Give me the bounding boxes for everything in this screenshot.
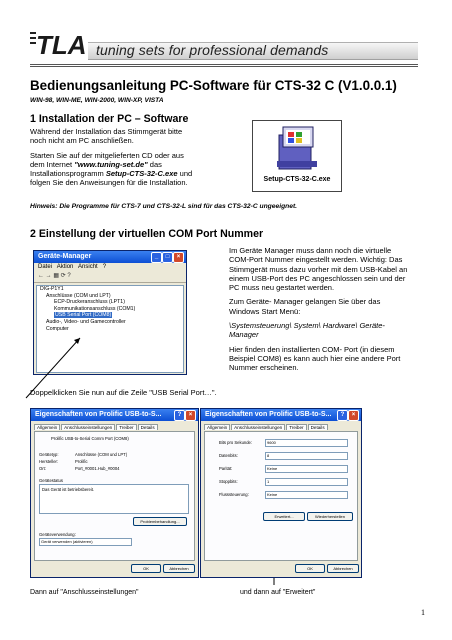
hint-text: Hinweis: Die Programme für CTS-7 und CTS-32-L sind für das CTS-32-C ungeeignet. [30, 203, 298, 210]
row-label: Stoppbits: [219, 479, 238, 484]
status-text: Das Gerät ist betriebsbereit. [42, 487, 95, 492]
minimize-icon[interactable]: _ [151, 252, 162, 263]
device-manager-titlebar: Geräte-Manager _ □ × [34, 251, 186, 263]
tagline: tuning sets for professional demands [96, 42, 329, 58]
ok-button[interactable]: OK [295, 564, 325, 573]
tab-allgemein[interactable]: Allgemein [34, 424, 60, 430]
menu-help[interactable]: ? [102, 264, 107, 270]
caption-left: Dann auf "Anschlusseinstellungen" [30, 589, 139, 596]
row-label: Ort: [39, 466, 46, 471]
row-value: Anschlüsse (COM und LPT) [75, 452, 128, 457]
tree-item-computer[interactable]: Computer [46, 325, 69, 332]
restore-button[interactable]: Wiederherstellen [307, 512, 353, 521]
setup-icon-label: Setup-CTS-32-C.exe [263, 176, 331, 183]
toolbar: ← → ▦ ⟳ ? [34, 272, 186, 283]
tree-item-root[interactable]: DIG-P1Y1 [40, 286, 64, 292]
baud-select[interactable]: 9600 [265, 439, 348, 447]
flowcontrol-select[interactable]: Keine [265, 491, 348, 499]
tab-strip [31, 421, 198, 430]
problem-button[interactable]: Problembehandlung... [133, 517, 187, 526]
tab-details[interactable]: Details [138, 424, 158, 430]
status-box [39, 484, 189, 514]
stopbits-select[interactable]: 1 [265, 478, 348, 486]
row-label: Datenbits: [219, 453, 238, 458]
tree-item-com1[interactable]: Kommunikationsanschluss (COM1) [54, 305, 136, 312]
maximize-icon[interactable]: □ [162, 252, 173, 263]
ok-button[interactable]: OK [131, 564, 161, 573]
cancel-button[interactable]: Abbrechen [327, 564, 359, 573]
section1-text: Während der Installation das Stimmgerät bitte noch nicht am PC anschließen. Starten Sie auf der mitgelieferten CD oder aus dem Internet "www.tuning-set.de" das Installationsprogramm Setup-CTS-32-C.exe und folgen Sie den Anweisungen für die Installation. [30, 127, 193, 188]
tab-details[interactable]: Details [308, 424, 328, 430]
section1-heading: 1 Installation der PC – Software [30, 113, 189, 125]
properties-titlebar: Eigenschaften von Prolific USB-to-S... ? × [201, 409, 361, 421]
menu-ansicht[interactable]: Ansicht [78, 264, 98, 270]
help-icon[interactable]: ? [174, 410, 185, 421]
close-icon[interactable]: × [348, 410, 359, 421]
tree-item-lpt[interactable]: ECP-Druckeranschluss (LPT1) [54, 299, 125, 306]
advanced-button[interactable]: Erweitert... [263, 512, 305, 521]
os-list: WIN-98, WIN-ME, WIN-2000, WIN-XP, VISTA [30, 97, 164, 104]
row-label: Bits pro Sekunde: [219, 440, 253, 445]
properties-titlebar: Eigenschaften von Prolific USB-to-S... ? × [31, 409, 198, 421]
row-label: Gerätetyp: [39, 452, 59, 457]
tree-item-usb-serial-port[interactable]: USB Serial Port (COM8) [55, 312, 112, 319]
tree-item-audio[interactable]: Audio-, Video- und Gamecontroller [46, 318, 126, 325]
parity-select[interactable]: Keine [265, 465, 348, 473]
row-label: Flusssteuerung: [219, 492, 249, 497]
row-label: Hersteller: [39, 459, 59, 464]
usage-select[interactable]: Gerät verwenden (aktivieren) [39, 538, 132, 546]
close-icon[interactable]: × [185, 410, 196, 421]
doubleclick-instruction: Doppelklicken Sie nun auf die Zeile "USB Serial Port…". [30, 388, 217, 397]
properties-window-port-settings [200, 408, 362, 578]
svg-text:TLA: TLA [36, 30, 87, 60]
cancel-button[interactable]: Abbrechen [163, 564, 195, 573]
databits-select[interactable]: 8 [265, 452, 348, 460]
page-number: 1 [421, 608, 425, 617]
tab-treiber[interactable]: Treiber [286, 424, 306, 430]
tab-allgemein[interactable]: Allgemein [204, 424, 230, 430]
tab-anschlusseinstellungen[interactable]: Anschlusseinstellungen [231, 424, 285, 430]
tree-item-ports[interactable]: Anschlüsse (COM und LPT) [46, 292, 111, 299]
menu-aktion[interactable]: Aktion [56, 264, 74, 270]
tab-treiber[interactable]: Treiber [116, 424, 136, 430]
menu-datei[interactable]: Datei [38, 264, 53, 270]
section2-heading: 2 Einstellung der virtuellen COM Port Nummer [30, 228, 264, 240]
page-title: Bedienungsanleitung PC-Software für CTS-32 C (V1.0.0.1) [30, 78, 397, 93]
row-value: Port_#0001.Hub_#0004 [75, 466, 120, 471]
usage-label: Geräteverwendung: [39, 532, 76, 537]
row-value: Prolific [75, 459, 88, 464]
port-settings-panel [204, 431, 358, 561]
help-icon[interactable]: ? [337, 410, 348, 421]
caption-right: und dann auf "Erweitert" [240, 589, 316, 596]
tab-anschlusseinstellungen[interactable]: Anschlusseinstellungen [61, 424, 115, 430]
row-label: Parität: [219, 466, 233, 471]
close-icon[interactable]: × [173, 252, 184, 263]
device-name: Prolific USB-to-Serial Comm Port (COM8) [51, 436, 129, 441]
properties-window-general [30, 408, 199, 578]
section2-text: Im Geräte Manager muss dann noch die virtuelle COM-Port Nummer eingestellt werden. Wichtig: Das Stimmgerät muss dazu vorher mit dem USB-Kabel an einem USB-Port des PC angeschlossen sein und der PC muss neu gestartet werden. Zum Geräte- Manager gelangen Sie über das Windows Start Menü: \Systemsteuerung\ System\ Hardware\ Geräte- Manager Hier finden den installierten COM- Port (in diesem Beispiel COM8) es kann auch hier eine andere Port Nummer erscheinen. [229, 246, 408, 373]
tab-strip [201, 421, 361, 430]
status-label: Gerätestatus [39, 478, 63, 483]
general-panel [34, 431, 195, 561]
